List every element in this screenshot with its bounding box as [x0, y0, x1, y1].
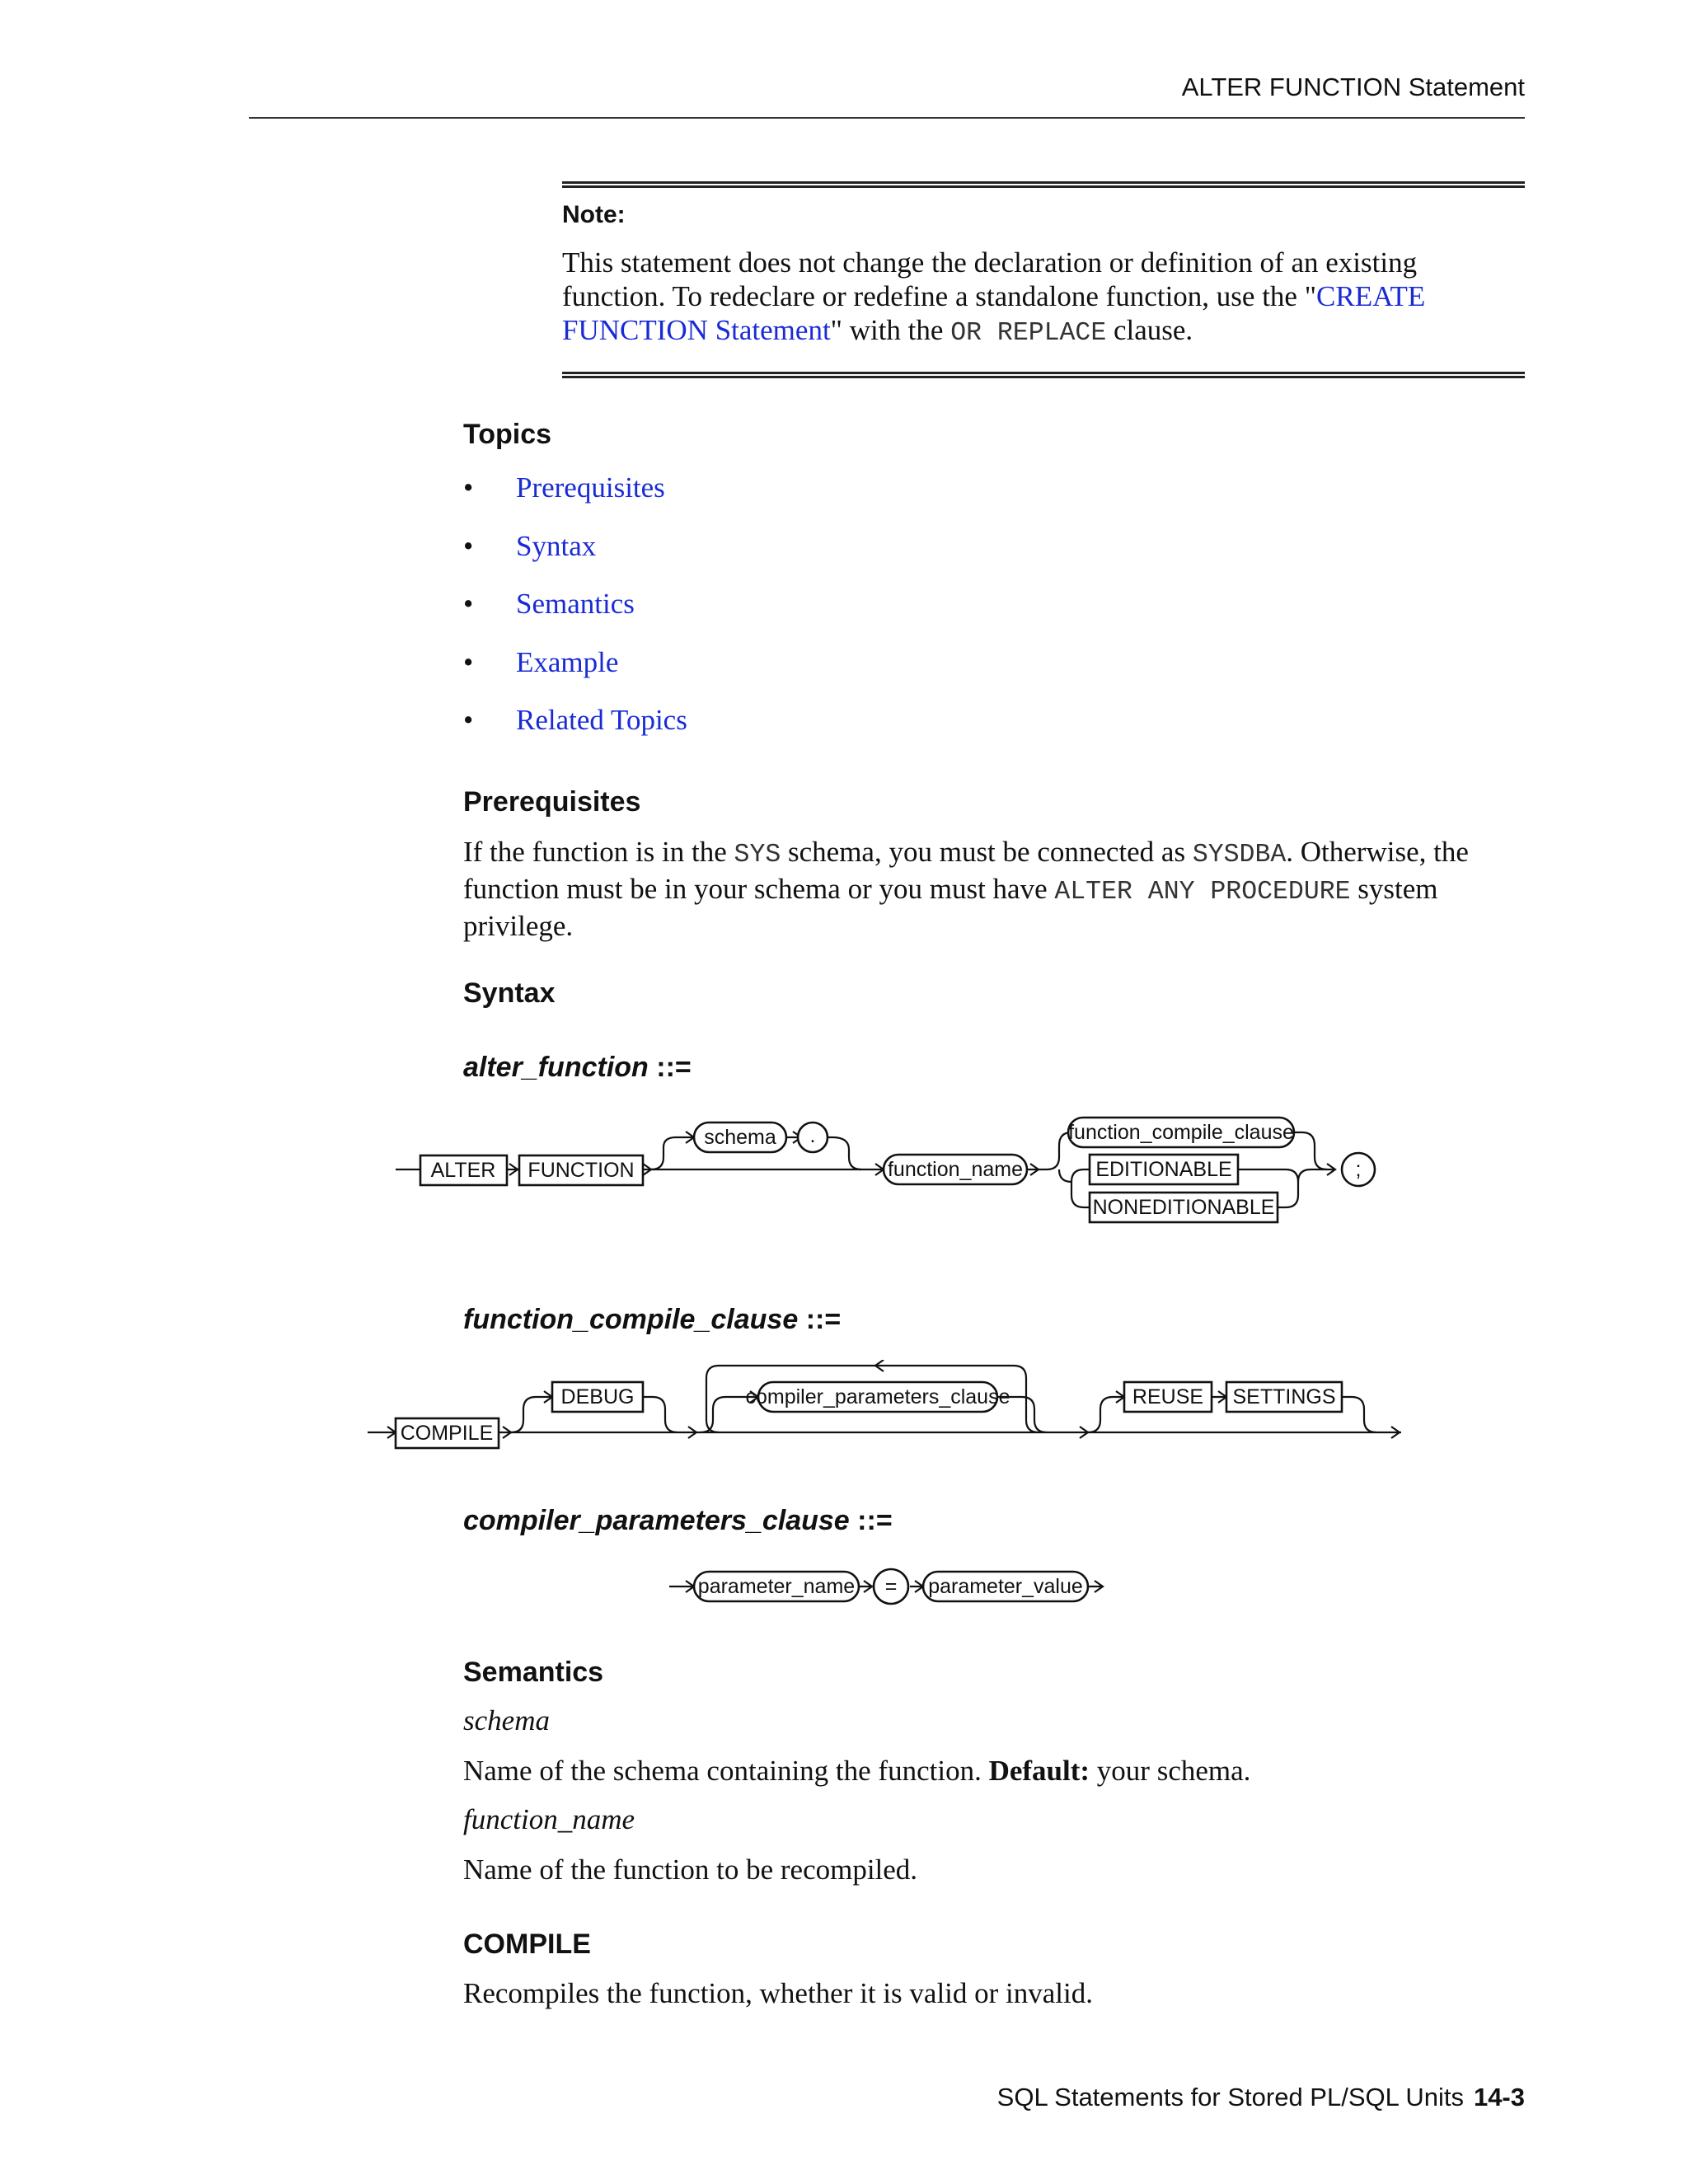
- token-label: parameter_name: [697, 1575, 856, 1598]
- list-item: [463, 588, 687, 646]
- topic-link-syntax[interactable]: Syntax: [516, 529, 597, 562]
- schema-term: schema: [463, 1704, 550, 1736]
- list-item: [463, 704, 687, 762]
- compile-description: Recompiles the function, whether it is valid or invalid.: [463, 1977, 1094, 2009]
- rail: [1342, 1397, 1376, 1432]
- code-alter-any-procedure: ALTER ANY PROCEDURE: [1054, 878, 1351, 907]
- compile-heading: COMPILE: [463, 1929, 591, 1960]
- default-label: Default:: [988, 1755, 1090, 1787]
- rail: [859, 1581, 872, 1592]
- token-label: ALTER: [430, 1159, 496, 1182]
- note-code: OR REPLACE: [950, 319, 1107, 348]
- production-op: ::=: [805, 1304, 842, 1335]
- bullet: •: [463, 704, 474, 736]
- rail: [1278, 1169, 1335, 1207]
- token-label: COMPILE: [400, 1422, 494, 1445]
- bullet: •: [463, 529, 474, 562]
- code-sysdba: SYSDBA: [1192, 841, 1287, 869]
- note-top-rule: [562, 181, 1525, 188]
- production-name: compiler_parameters_clause: [463, 1505, 850, 1536]
- page-footer: [907, 2083, 1525, 2112]
- token-label: function_compile_clause: [1068, 1121, 1294, 1144]
- list-item: [463, 646, 687, 705]
- text-run: system privilege.: [463, 873, 1438, 942]
- page-number: 14-3: [1473, 2083, 1525, 2111]
- token-label: SETTINGS: [1232, 1385, 1336, 1408]
- bullet: •: [463, 588, 474, 620]
- rail: [910, 1581, 923, 1592]
- token-label: function_name: [887, 1158, 1024, 1181]
- rail: [1294, 1132, 1327, 1169]
- topics-list: [463, 471, 687, 762]
- production-name: function_compile_clause: [463, 1304, 799, 1335]
- rail: [1238, 1169, 1298, 1182]
- token-label: ;: [1355, 1158, 1362, 1181]
- note-bottom-rule: [562, 372, 1525, 378]
- rail: [1059, 1169, 1090, 1207]
- bullet: •: [463, 471, 474, 504]
- topic-link-prerequisites[interactable]: Prerequisites: [516, 471, 665, 504]
- token-label: .: [809, 1124, 816, 1147]
- text-run: If the function is in the: [463, 836, 734, 868]
- note-text-2: " with the: [830, 314, 951, 346]
- alter-function-diagram: [387, 1104, 1393, 1269]
- production-op: ::=: [857, 1505, 893, 1536]
- text-run: Name of the schema containing the function.: [463, 1755, 989, 1787]
- rail: [1088, 1581, 1103, 1592]
- semantics-heading: Semantics: [463, 1657, 604, 1688]
- rail: [368, 1427, 396, 1438]
- syntax-heading: Syntax: [463, 977, 556, 1009]
- bullet: •: [463, 645, 474, 678]
- topic-link-related-topics[interactable]: Related Topics: [516, 704, 687, 736]
- production-op: ::=: [656, 1052, 692, 1083]
- text-run: . Otherwise, the function must be in your schema or you must have: [463, 836, 1469, 905]
- alter-function-production-title: [463, 1052, 692, 1084]
- token-label: NONEDITIONABLE: [1092, 1196, 1275, 1219]
- rail: [643, 1397, 678, 1432]
- function-name-term: function_name: [463, 1803, 635, 1835]
- code-sys: SYS: [734, 841, 781, 869]
- note-text-3: clause.: [1106, 314, 1193, 346]
- token-label: FUNCTION: [528, 1159, 635, 1182]
- token-label: schema: [704, 1126, 776, 1149]
- create-function-link[interactable]: CREATE FUNCTION Statement: [562, 280, 1426, 346]
- function-name-description: Name of the function to be recompiled.: [463, 1854, 918, 1886]
- production-name: alter_function: [463, 1052, 649, 1083]
- token-label: =: [884, 1575, 898, 1598]
- prerequisites-text: [463, 835, 1526, 943]
- token-label: compiler_parameters_clause: [745, 1385, 1010, 1408]
- note-text-1: This statement does not change the declaration or definition of an existing function. To redeclare or redefine a standalone function, use the ": [562, 246, 1418, 312]
- note-label: Note:: [562, 201, 626, 228]
- note-body: [562, 246, 1526, 350]
- topic-link-semantics[interactable]: Semantics: [516, 588, 635, 620]
- text-run: schema, you must be connected as: [781, 836, 1193, 868]
- function-compile-clause-production-title: [463, 1304, 841, 1336]
- list-item: [463, 530, 687, 588]
- list-item: [463, 471, 687, 530]
- running-header: ALTER FUNCTION Statement: [1181, 73, 1525, 101]
- topics-heading: Topics: [463, 419, 552, 450]
- footer-title: SQL Statements for Stored PL/SQL Units: [996, 2083, 1464, 2111]
- header-rule: [249, 117, 1525, 119]
- compiler-parameters-clause-production-title: [463, 1505, 893, 1537]
- schema-description: [463, 1754, 1526, 1788]
- text-run: your schema.: [1090, 1755, 1251, 1787]
- rail: [669, 1581, 694, 1592]
- token-label: parameter_value: [928, 1575, 1083, 1598]
- token-label: EDITIONABLE: [1095, 1158, 1232, 1181]
- prerequisites-heading: Prerequisites: [463, 786, 641, 818]
- token-label: REUSE: [1132, 1385, 1204, 1408]
- function-compile-clause-diagram: [363, 1360, 1409, 1467]
- rail: [1071, 1169, 1090, 1182]
- compiler-parameters-clause-diagram: [659, 1562, 1121, 1611]
- topic-link-example[interactable]: Example: [516, 645, 619, 678]
- token-label: DEBUG: [560, 1385, 635, 1408]
